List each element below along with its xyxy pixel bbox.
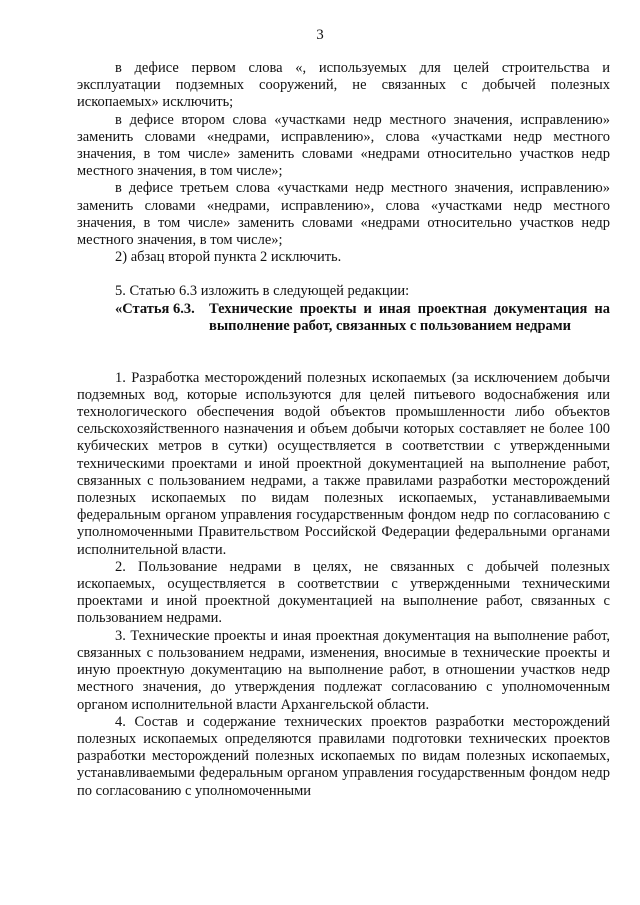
paragraph-amend-dash-1: в дефисе первом слова «, используемых для целей строительства и эксплуатации подземных сооружений, не связанных с добычей полезных ископаемых» исключить; (77, 60, 610, 111)
paragraph-amend-dash-2: в дефисе втором слова «участками недр местного значения, исправлению» заменить словами «недрами, исправлению», слова «участками недр местного значения, в том числе» заменить словами «недрами относительно участков недр местного значения, в том числе»; (77, 111, 610, 180)
paragraph-amend-item-2: 2) абзац второй пункта 2 исключить. (115, 249, 342, 266)
paragraph-point-1: 1. Разработка месторождений полезных ископаемых (за исключением добычи подземных вод, которые используются для целей питьевого водоснабжения или технологического обеспечения водой объектов промышленности либо объектов сельскохозяйственного назначения и объем добычи которых составляет не более 100 кубических метров в сутки) осуществляется в соответствии с утвержденными техническими проектами и иной проектной документацией на выполнение работ, связанных с пользованием недрами, а также правилами разработки месторождений полезных ископаемых по видам полезных ископаемых, устанавливаемыми федеральным органом управления государственным фондом недр по согласованию с уполномоченными Правительством Российской Федерации федеральными органами исполнительной власти. (77, 369, 610, 558)
spacer (77, 266, 610, 283)
article-heading (77, 301, 610, 353)
document-body (77, 60, 610, 800)
paragraph-point-4: 4. Состав и содержание технических проектов разработки месторождений полезных ископаемых определяются правилами подготовки технических проектов разработки месторождений полезных ископаемых по видам полезных ископаемых, устанавливаемыми федеральным органом управления государственным фондом недр по согласованию с уполномоченными (77, 713, 610, 799)
article-label: «Статья 6.3. (115, 300, 195, 317)
paragraph-point-3: 3. Технические проекты и иная проектная документация на выполнение работ, связанных с пользованием недрами, изменения, вносимые в технические проекты и иную проектную документацию на выполнение работ, в отношении участков недр местного значения, до утверждения подлежат согласованию с уполномоченным органом исполнительной власти Архангельской области. (77, 627, 610, 713)
article-title: Технические проекты и иная проектная документация на выполнение работ, связанных с пользованием недрами (209, 300, 610, 334)
spacer (77, 353, 610, 370)
paragraph-point-2: 2. Пользование недрами в целях, не связанных с добычей полезных ископаемых, осуществляется в соответствии с утвержденными техническими проектами и иной проектной документацией на выполнение работ, связанных с пользованием недрами. (77, 558, 610, 627)
page-number: 3 (316, 27, 324, 43)
paragraph-amend-dash-3: в дефисе третьем слова «участками недр местного значения, исправлению» заменить словами «недрами, исправлению», слова «участками недр местного значения, в том числе» заменить словами «недрами относительно участков недр местного значения, в том числе»; (77, 180, 610, 249)
paragraph-intro: 5. Статью 6.3 изложить в следующей редакции: (115, 283, 410, 300)
